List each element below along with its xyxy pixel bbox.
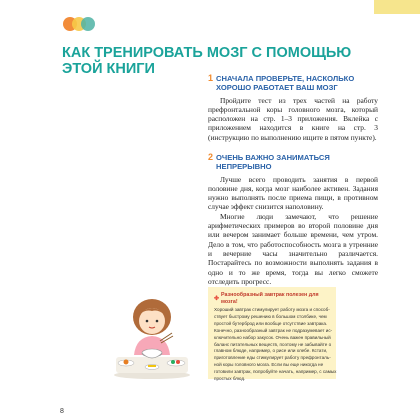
tip-line: простых блюд. xyxy=(214,376,246,382)
tip-line: простой бутерброд или вообще отсутствие завтрака. xyxy=(214,320,328,326)
section-heading xyxy=(208,153,378,172)
section-body xyxy=(208,175,378,287)
tip-line: Конечно, разнообразный завтрак не подразумевает ис- xyxy=(214,327,333,333)
corner-decoration xyxy=(374,0,420,14)
section-heading xyxy=(208,74,378,93)
tip-line: баланс питательных веществ, поэтому не забывайте о xyxy=(214,341,332,347)
section-heading-line: ОЧЕНЬ ВАЖНО ЗАНИМАТЬСЯ xyxy=(216,153,330,162)
page-title-line: ЭТОЙ КНИГИ xyxy=(62,61,155,77)
girl-eating-illustration-icon xyxy=(112,293,192,379)
tip-title-text: Разнообразный завтрак полезен для мозга! xyxy=(221,292,319,305)
tip-box xyxy=(208,287,337,382)
tip-line: Хороший завтрак стимулирует работу мозга и способ- xyxy=(214,307,330,312)
page-number: 8 xyxy=(60,408,64,415)
star-icon: ✤ xyxy=(214,295,220,302)
section-continuous-practice xyxy=(208,153,378,286)
section-body xyxy=(208,96,378,142)
section-number: 2 xyxy=(208,152,214,162)
tip-line: ключительно набор закусок. Очень важен правильный xyxy=(214,334,331,340)
section-check-brain xyxy=(208,74,378,142)
logo-circles-icon xyxy=(63,17,105,31)
paragraph: Многие люди замечают, что решение арифметических примеров во второй половине дня или вечером занимает больше времени, чем утром. Дело в том, что работоспособность мозга в утренние и вечерние часы значительно различается. Постарайтесь по возможности выполнять задания в одно и то же время, тогда вы легко сможете отследить прогресс. xyxy=(208,211,378,286)
tip-line: главном блюде, например, о рисе или хлебе. Кстати, xyxy=(214,348,328,354)
section-heading-line: ХОРОШО РАБОТАЕТ ВАШ МОЗГ xyxy=(216,83,338,93)
tip-line: готовили завтрак, попробуйте начать, например, с самых xyxy=(214,369,337,375)
tip-text xyxy=(214,307,337,383)
section-heading-line: НЕПРЕРЫВНО xyxy=(216,162,272,172)
tip-title xyxy=(214,292,330,306)
tip-line: ствует быстрому решению в большом столбике, чем xyxy=(214,313,327,319)
paragraph: Пройдите тест из трех частей на работу префронтальной коры головного мозга, который расположен на стр. 1–3 приложения. Вклейка с приложением находится в книге на стр. 3 (инструкцию по выполнению ищите в пятом пункте). xyxy=(208,95,378,142)
section-heading-line: СНАЧАЛА ПРОВЕРЬТЕ, НАСКОЛЬКО xyxy=(216,74,355,83)
paragraph: Лучше всего проводить занятия в первой половине дня, когда мозг наиболее активен. Задания нужно выполнять после приема пищи, в противном случае эффект снизится наполовину. xyxy=(208,174,378,212)
tip-line: ной коры головного мозга. Если вы еще никогда не xyxy=(214,362,324,368)
page-title-line: КАК ТРЕНИРОВАТЬ МОЗГ С ПОМОЩЬЮ xyxy=(62,45,352,61)
section-number: 1 xyxy=(208,73,214,83)
tip-line: приготовление еды стимулирует работу префронталь- xyxy=(214,355,331,361)
